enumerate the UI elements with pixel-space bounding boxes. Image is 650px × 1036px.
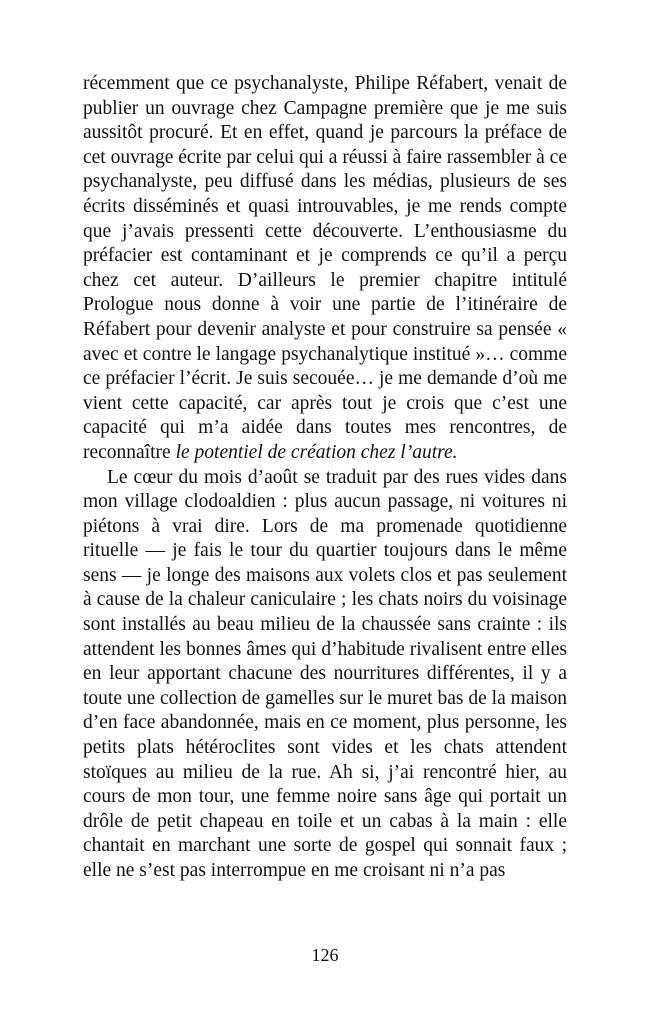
paragraph-1 <box>83 72 567 466</box>
paragraph-1-emphasis: le potentiel de création chez l’autre. <box>175 441 458 463</box>
page-number: 126 <box>311 945 339 965</box>
body-text <box>83 72 567 884</box>
paragraph-2-text: Le cœur du mois d’août se traduit par des rues vides dans mon village clodoaldien : plus aucun passage, ni voitures ni piétons à vrai dire. Lors de ma promenade quotidienne rituelle — je fais le tour du quartier toujours dans le même sens — je longe des maisons aux volets clos et pas seulement à cause de la chaleur caniculaire ; les chats noirs du voisinage sont installés au beau milieu de la chaussée sans crainte : ils attendent les bonnes âmes qui d’habitude rivalisent entre elles en leur apportant chacune des nourritures différentes, il y a toute une collection de gamelles sur le muret bas de la maison d’en face abandonnée, mais en ce moment, plus personne, les petits plats hétéroclites sont vides et les chats attendent stoïques au milieu de la rue. Ah si, j’ai rencontré hier, au cours de mon tour, une femme noire sans âge qui portait un drôle de petit chapeau en toile et un cabas à la main : elle chantait en marchant une sorte de gospel qui sonnait faux ; elle ne s’est pas interrompue en me croisant ni n’a pas <box>83 466 567 881</box>
paragraph-2 <box>83 466 567 884</box>
paragraph-1-text: récemment que ce psychanalyste, Philipe Réfabert, venait de publier un ouvrage chez Campagne première que je me suis aussitôt procuré. Et en effet, quand je parcours la préface de cet ouvrage écrite par celui qui a réussi à faire rassembler à ce psychanalyste, peu diffusé dans les médias, plusieurs de ses écrits disséminés et quasi introuvables, je me rends compte que j’avais pressenti cette découverte. L’enthousiasme du préfacier est contaminant et je comprends ce qu’il a perçu chez cet auteur. D’ailleurs le premier chapitre intitulé Prologue nous donne à voir une partie de l’itinéraire de Réfabert pour devenir analyste et pour construire sa pensée « avec et contre le langage psychanalytique institué »… comme ce préfacier l’écrit. Je suis secouée… je me demande d’où me vient cette capacité, car après tout je crois que c’est une capacité qui m’a aidée dans toutes mes rencontres, de reconnaître <box>83 73 567 463</box>
